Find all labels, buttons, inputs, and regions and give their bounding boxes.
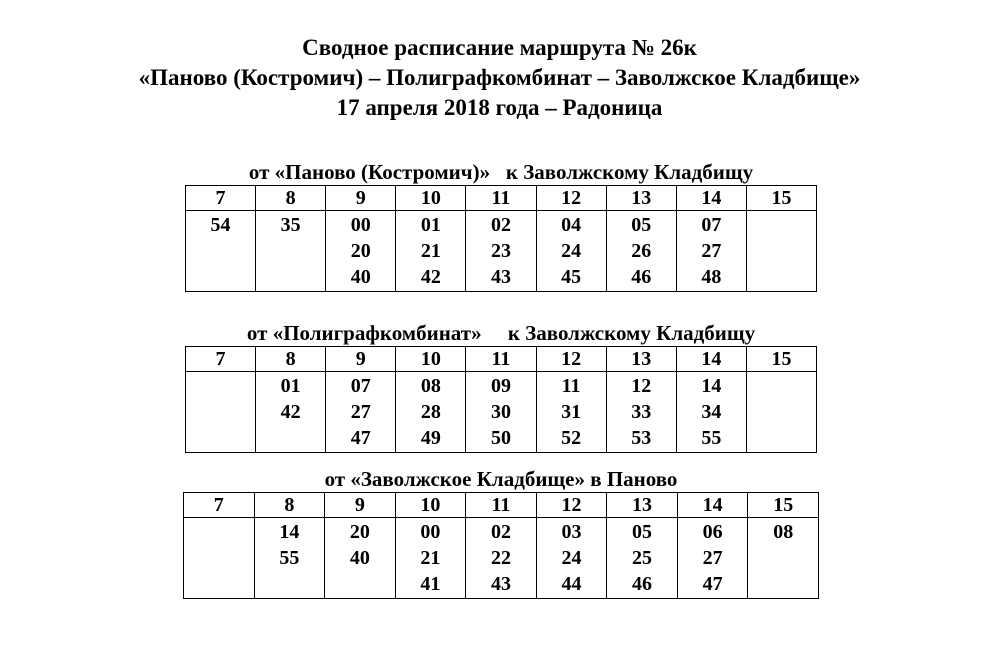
minutes-cell xyxy=(256,372,326,453)
minutes-cell xyxy=(746,211,816,292)
minutes-cell xyxy=(326,372,396,453)
departure-minute: 28 xyxy=(420,401,441,423)
departure-minute: 01 xyxy=(420,214,441,236)
minutes-cell xyxy=(466,518,537,599)
minutes-cell xyxy=(326,211,396,292)
schedule-table-2 xyxy=(185,346,817,453)
departure-minute: 44 xyxy=(561,573,582,595)
departure-minute: 27 xyxy=(702,547,723,569)
hour-header: 11 xyxy=(466,186,536,211)
minutes-cell xyxy=(186,211,256,292)
hour-header-row xyxy=(186,347,817,372)
schedule-table-1 xyxy=(185,185,817,292)
hour-header: 8 xyxy=(256,186,326,211)
departure-minute: 21 xyxy=(420,240,441,262)
hour-header: 12 xyxy=(536,186,606,211)
departure-minute: 50 xyxy=(490,427,511,449)
departure-minute: 35 xyxy=(280,214,301,236)
hour-header: 7 xyxy=(186,186,256,211)
hour-header: 12 xyxy=(536,347,606,372)
hour-header: 14 xyxy=(676,186,746,211)
departure-minute: 20 xyxy=(349,521,370,543)
hour-header: 8 xyxy=(256,347,326,372)
departure-minute: 07 xyxy=(701,214,722,236)
departure-minute: 14 xyxy=(701,375,722,397)
departure-minute: 46 xyxy=(631,266,652,288)
minutes-cell xyxy=(396,372,466,453)
hour-header: 14 xyxy=(677,493,748,518)
title-line-stops: «Паново (Костромич) – Полиграфкомбинат – Заволжское Кладбище» xyxy=(138,65,861,90)
departure-minute: 04 xyxy=(561,214,582,236)
departure-minute: 05 xyxy=(632,521,653,543)
departure-minute: 42 xyxy=(420,266,441,288)
minutes-cell xyxy=(254,518,325,599)
departure-minute: 46 xyxy=(632,573,653,595)
departure-minute: 43 xyxy=(490,266,511,288)
minutes-cell xyxy=(536,518,607,599)
hour-header: 9 xyxy=(326,186,396,211)
departure-minute: 27 xyxy=(701,240,722,262)
departure-minute: 24 xyxy=(561,547,582,569)
hour-header: 15 xyxy=(748,493,819,518)
departure-minute: 26 xyxy=(631,240,652,262)
section-1-title: от «Паново (Костромич)» к Заволжскому Кладбищу xyxy=(248,160,754,184)
departure-minute: 33 xyxy=(631,401,652,423)
departure-minute: 02 xyxy=(490,521,511,543)
minutes-cell xyxy=(395,518,466,599)
departure-minute: 02 xyxy=(490,214,511,236)
minutes-cell xyxy=(466,211,536,292)
hour-header: 12 xyxy=(536,493,607,518)
hour-header: 14 xyxy=(676,347,746,372)
minutes-cell xyxy=(676,211,746,292)
departure-minute: 52 xyxy=(561,427,582,449)
departure-minute: 27 xyxy=(350,401,371,423)
departure-minute: 11 xyxy=(561,375,581,397)
hour-header: 7 xyxy=(184,493,255,518)
departure-minute: 23 xyxy=(490,240,511,262)
hour-header: 10 xyxy=(396,347,466,372)
hour-header: 11 xyxy=(466,347,536,372)
hour-header: 13 xyxy=(606,186,676,211)
section-3-title: от «Заволжское Кладбище» в Паново xyxy=(324,467,678,491)
departure-minute: 45 xyxy=(561,266,582,288)
minutes-cell xyxy=(676,372,746,453)
minutes-cell xyxy=(746,372,816,453)
departure-minute: 34 xyxy=(701,401,722,423)
hour-header-row xyxy=(186,186,817,211)
departure-minute: 25 xyxy=(632,547,653,569)
schedule-table-3 xyxy=(183,492,819,599)
departure-minute: 14 xyxy=(279,521,300,543)
minutes-cell xyxy=(536,372,606,453)
hour-header: 13 xyxy=(606,347,676,372)
minutes-cell xyxy=(606,372,676,453)
departure-minute: 40 xyxy=(349,547,370,569)
departure-minute: 21 xyxy=(420,547,441,569)
departure-minute: 07 xyxy=(350,375,371,397)
hour-header: 15 xyxy=(746,347,816,372)
departure-minute: 09 xyxy=(490,375,511,397)
minutes-cell xyxy=(184,518,255,599)
hour-header: 7 xyxy=(186,347,256,372)
minutes-cell xyxy=(325,518,396,599)
hour-header: 9 xyxy=(325,493,396,518)
hour-header: 8 xyxy=(254,493,325,518)
minutes-row xyxy=(186,211,817,292)
departure-minute: 22 xyxy=(490,547,511,569)
departure-minute: 47 xyxy=(350,427,371,449)
departure-minute: 47 xyxy=(702,573,723,595)
minutes-cell xyxy=(396,211,466,292)
hour-header: 13 xyxy=(607,493,678,518)
document-title xyxy=(0,33,999,123)
departure-minute: 03 xyxy=(561,521,582,543)
hour-header: 10 xyxy=(395,493,466,518)
minutes-cell xyxy=(536,211,606,292)
minutes-cell xyxy=(606,211,676,292)
hour-header: 11 xyxy=(466,493,537,518)
minutes-row xyxy=(184,518,819,599)
minutes-cell xyxy=(677,518,748,599)
departure-minute: 00 xyxy=(420,521,441,543)
departure-minute: 43 xyxy=(490,573,511,595)
hour-header: 15 xyxy=(746,186,816,211)
hour-header: 9 xyxy=(326,347,396,372)
minutes-cell xyxy=(748,518,819,599)
departure-minute: 24 xyxy=(561,240,582,262)
section-2-title: от «Полиграфкомбинат» к Заволжскому Кладбищу xyxy=(246,321,756,345)
departure-minute: 55 xyxy=(701,427,722,449)
hour-header-row xyxy=(184,493,819,518)
title-line-date: 17 апреля 2018 года – Радоница xyxy=(336,95,663,120)
departure-minute: 08 xyxy=(773,521,794,543)
departure-minute: 41 xyxy=(420,573,441,595)
departure-minute: 42 xyxy=(280,401,301,423)
departure-minute: 05 xyxy=(631,214,652,236)
minutes-cell xyxy=(256,211,326,292)
hour-header: 10 xyxy=(396,186,466,211)
minutes-cell xyxy=(607,518,678,599)
departure-minute: 06 xyxy=(702,521,723,543)
departure-minute: 48 xyxy=(701,266,722,288)
minutes-row xyxy=(186,372,817,453)
departure-minute: 49 xyxy=(420,427,441,449)
departure-minute: 40 xyxy=(350,266,371,288)
departure-minute: 30 xyxy=(490,401,511,423)
departure-minute: 00 xyxy=(350,214,371,236)
departure-minute: 08 xyxy=(420,375,441,397)
minutes-cell xyxy=(466,372,536,453)
departure-minute: 55 xyxy=(279,547,300,569)
departure-minute: 12 xyxy=(631,375,652,397)
departure-minute: 20 xyxy=(350,240,371,262)
departure-minute: 01 xyxy=(280,375,301,397)
departure-minute: 31 xyxy=(561,401,582,423)
departure-minute: 53 xyxy=(631,427,652,449)
minutes-cell xyxy=(186,372,256,453)
title-line-route: Сводное расписание маршрута № 26к xyxy=(302,35,697,60)
departure-minute: 54 xyxy=(210,214,231,236)
